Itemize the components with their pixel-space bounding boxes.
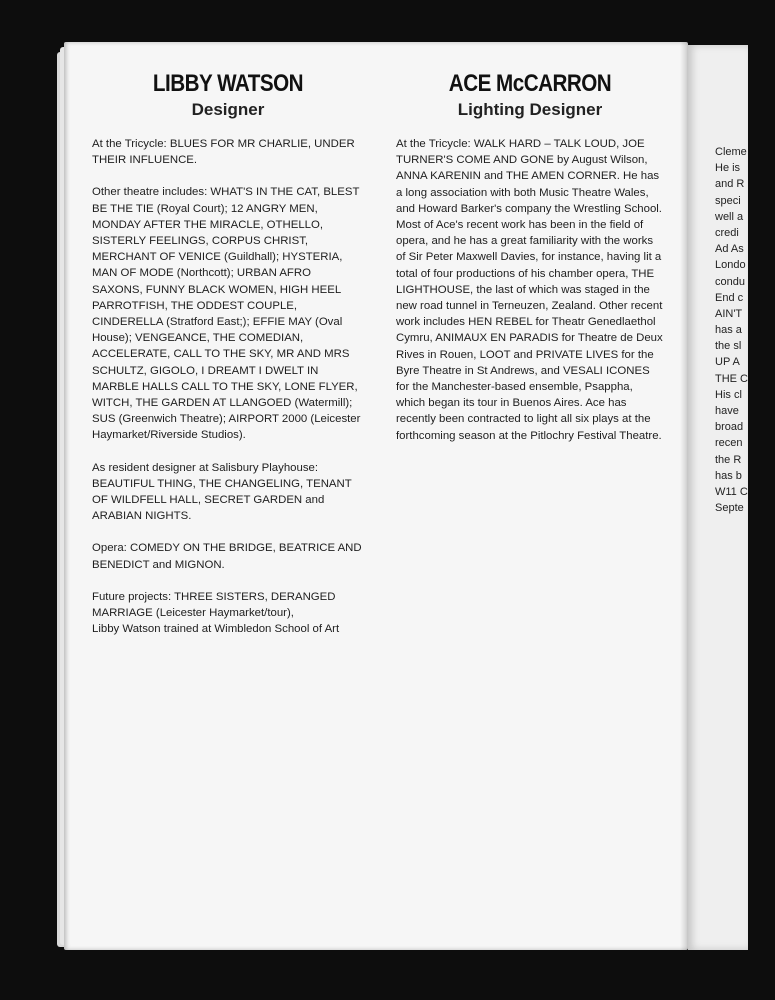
text-fragment: UP A: [715, 356, 740, 369]
bio-body: [396, 136, 664, 444]
text-fragment: THE C: [715, 372, 748, 385]
bio-name: ACE McCARRON: [448, 70, 612, 97]
bio-paragraph: At the Tricycle: WALK HARD – TALK LOUD, JOE TURNER'S COME AND GONE by August Wilson, ANNA KARENIN and THE AMEN CORNER. He has a long association with both Music Theatre Wales, and Howard Barker's company the Wrestling School. Most of Ace's recent work has been in the field of opera, and he has a great familiarity with the works of Sir Peter Maxwell Davies, for instance, having lit a total of four productions of his chamber opera, THE LIGHTHOUSE, the last of which was staged in the new road tunnel in Terneuzen, Zealand. Other recent work includes HEN REBEL for Theatr Genedlaethol Cymru, ANIMAUX EN PARADIS for Theatre de Deux Rives in Rouen, LOOT and PRIVATE LIVES for the Byre Theatre in St Andrews, and VESALI ICONES for the Manchester-based ensemble, Psappha, which began its tour in Buenos Aires. Ace has recently been contracted to light all six plays at the forthcoming season at the Pitlochry Festival Theatre.: [396, 138, 663, 442]
bio-name: LIBBY WATSON: [152, 70, 304, 97]
ace-mccarron-bio: [396, 70, 664, 460]
text-fragment: broad: [715, 421, 744, 434]
text-fragment: credi: [715, 226, 739, 239]
text-fragment: Cleme: [715, 146, 747, 158]
text-fragment: well a: [715, 210, 744, 223]
text-fragment: condu: [715, 275, 745, 288]
bio-paragraph: As resident designer at Salisbury Playhouse: BEAUTIFUL THING, THE CHANGELING, TENANT OF WILDFELL HALL, SECRET GARDEN and ARABIAN NIGHTS.: [92, 461, 352, 523]
text-fragment: the sl: [715, 340, 742, 353]
text-fragment: He is: [715, 162, 741, 175]
text-fragment: has b: [715, 469, 742, 482]
text-fragment: have: [715, 405, 739, 417]
text-fragment: Ad As: [715, 243, 744, 256]
text-fragment: speci: [715, 194, 741, 207]
future-projects-line: Future projects: THREE SISTERS, DERANGED MARRIAGE (Leicester Haymarket/tour),: [92, 590, 336, 620]
next-page-text: [715, 144, 775, 516]
bio-paragraph: Opera: COMEDY ON THE BRIDGE, BEATRICE AND BENEDICT and MIGNON.: [92, 542, 362, 571]
text-fragment: W11 C: [715, 485, 748, 498]
bio-role: Lighting Designer: [457, 100, 603, 119]
text-fragment: AIN'T: [715, 307, 743, 320]
text-fragment: and R: [715, 178, 745, 191]
bio-body: [92, 136, 364, 637]
training-line: Libby Watson trained at Wimbledon School of Art: [92, 623, 340, 636]
bio-role: Designer: [191, 100, 265, 119]
libby-watson-bio: [92, 70, 364, 637]
bio-paragraph: [92, 589, 364, 638]
text-fragment: recen: [715, 437, 743, 450]
text-fragment: End c: [715, 291, 744, 304]
text-fragment: Londo: [715, 259, 746, 272]
text-fragment: has a: [715, 324, 742, 337]
bio-paragraph: Other theatre includes: WHAT'S IN THE CAT, BLEST BE THE TIE (Royal Court); 12 ANGRY MEN, MONDAY AFTER THE MIRACLE, OTHELLO, SISTERLY FEELINGS, CORPUS CHRIST, MERCHANT OF VENICE (Guildhall); HYSTERIA, MAN OF MODE (Northcott); URBAN AFRO SAXONS, FUNNY BLACK WOMEN, HIGH HEEL PARROTFISH, THE ODDEST COUPLE, CINDERELLA (Stratford East;); EFFIE MAY (Oval House); VENGEANCE, THE COMEDIAN, ACCELERATE, CALL TO THE SKY, MR AND MRS SCHULTZ, GIGOLO, I DREAMT I DWELT IN MARBLE HALLS CALL TO THE SKY, LONE FLYER, WITCH, THE GARDEN AT LLANGOED (Watermill); SUS (Greenwich Theatre); AIRPORT 2000 (Leicester Haymarket/Riverside Studios).: [92, 186, 361, 442]
text-fragment: the R: [715, 453, 742, 466]
text-fragment: His cl: [715, 388, 742, 401]
bio-paragraph: At the Tricycle: BLUES FOR MR CHARLIE, UNDER THEIR INFLUENCE.: [92, 138, 355, 167]
text-fragment: Septe: [715, 502, 744, 515]
